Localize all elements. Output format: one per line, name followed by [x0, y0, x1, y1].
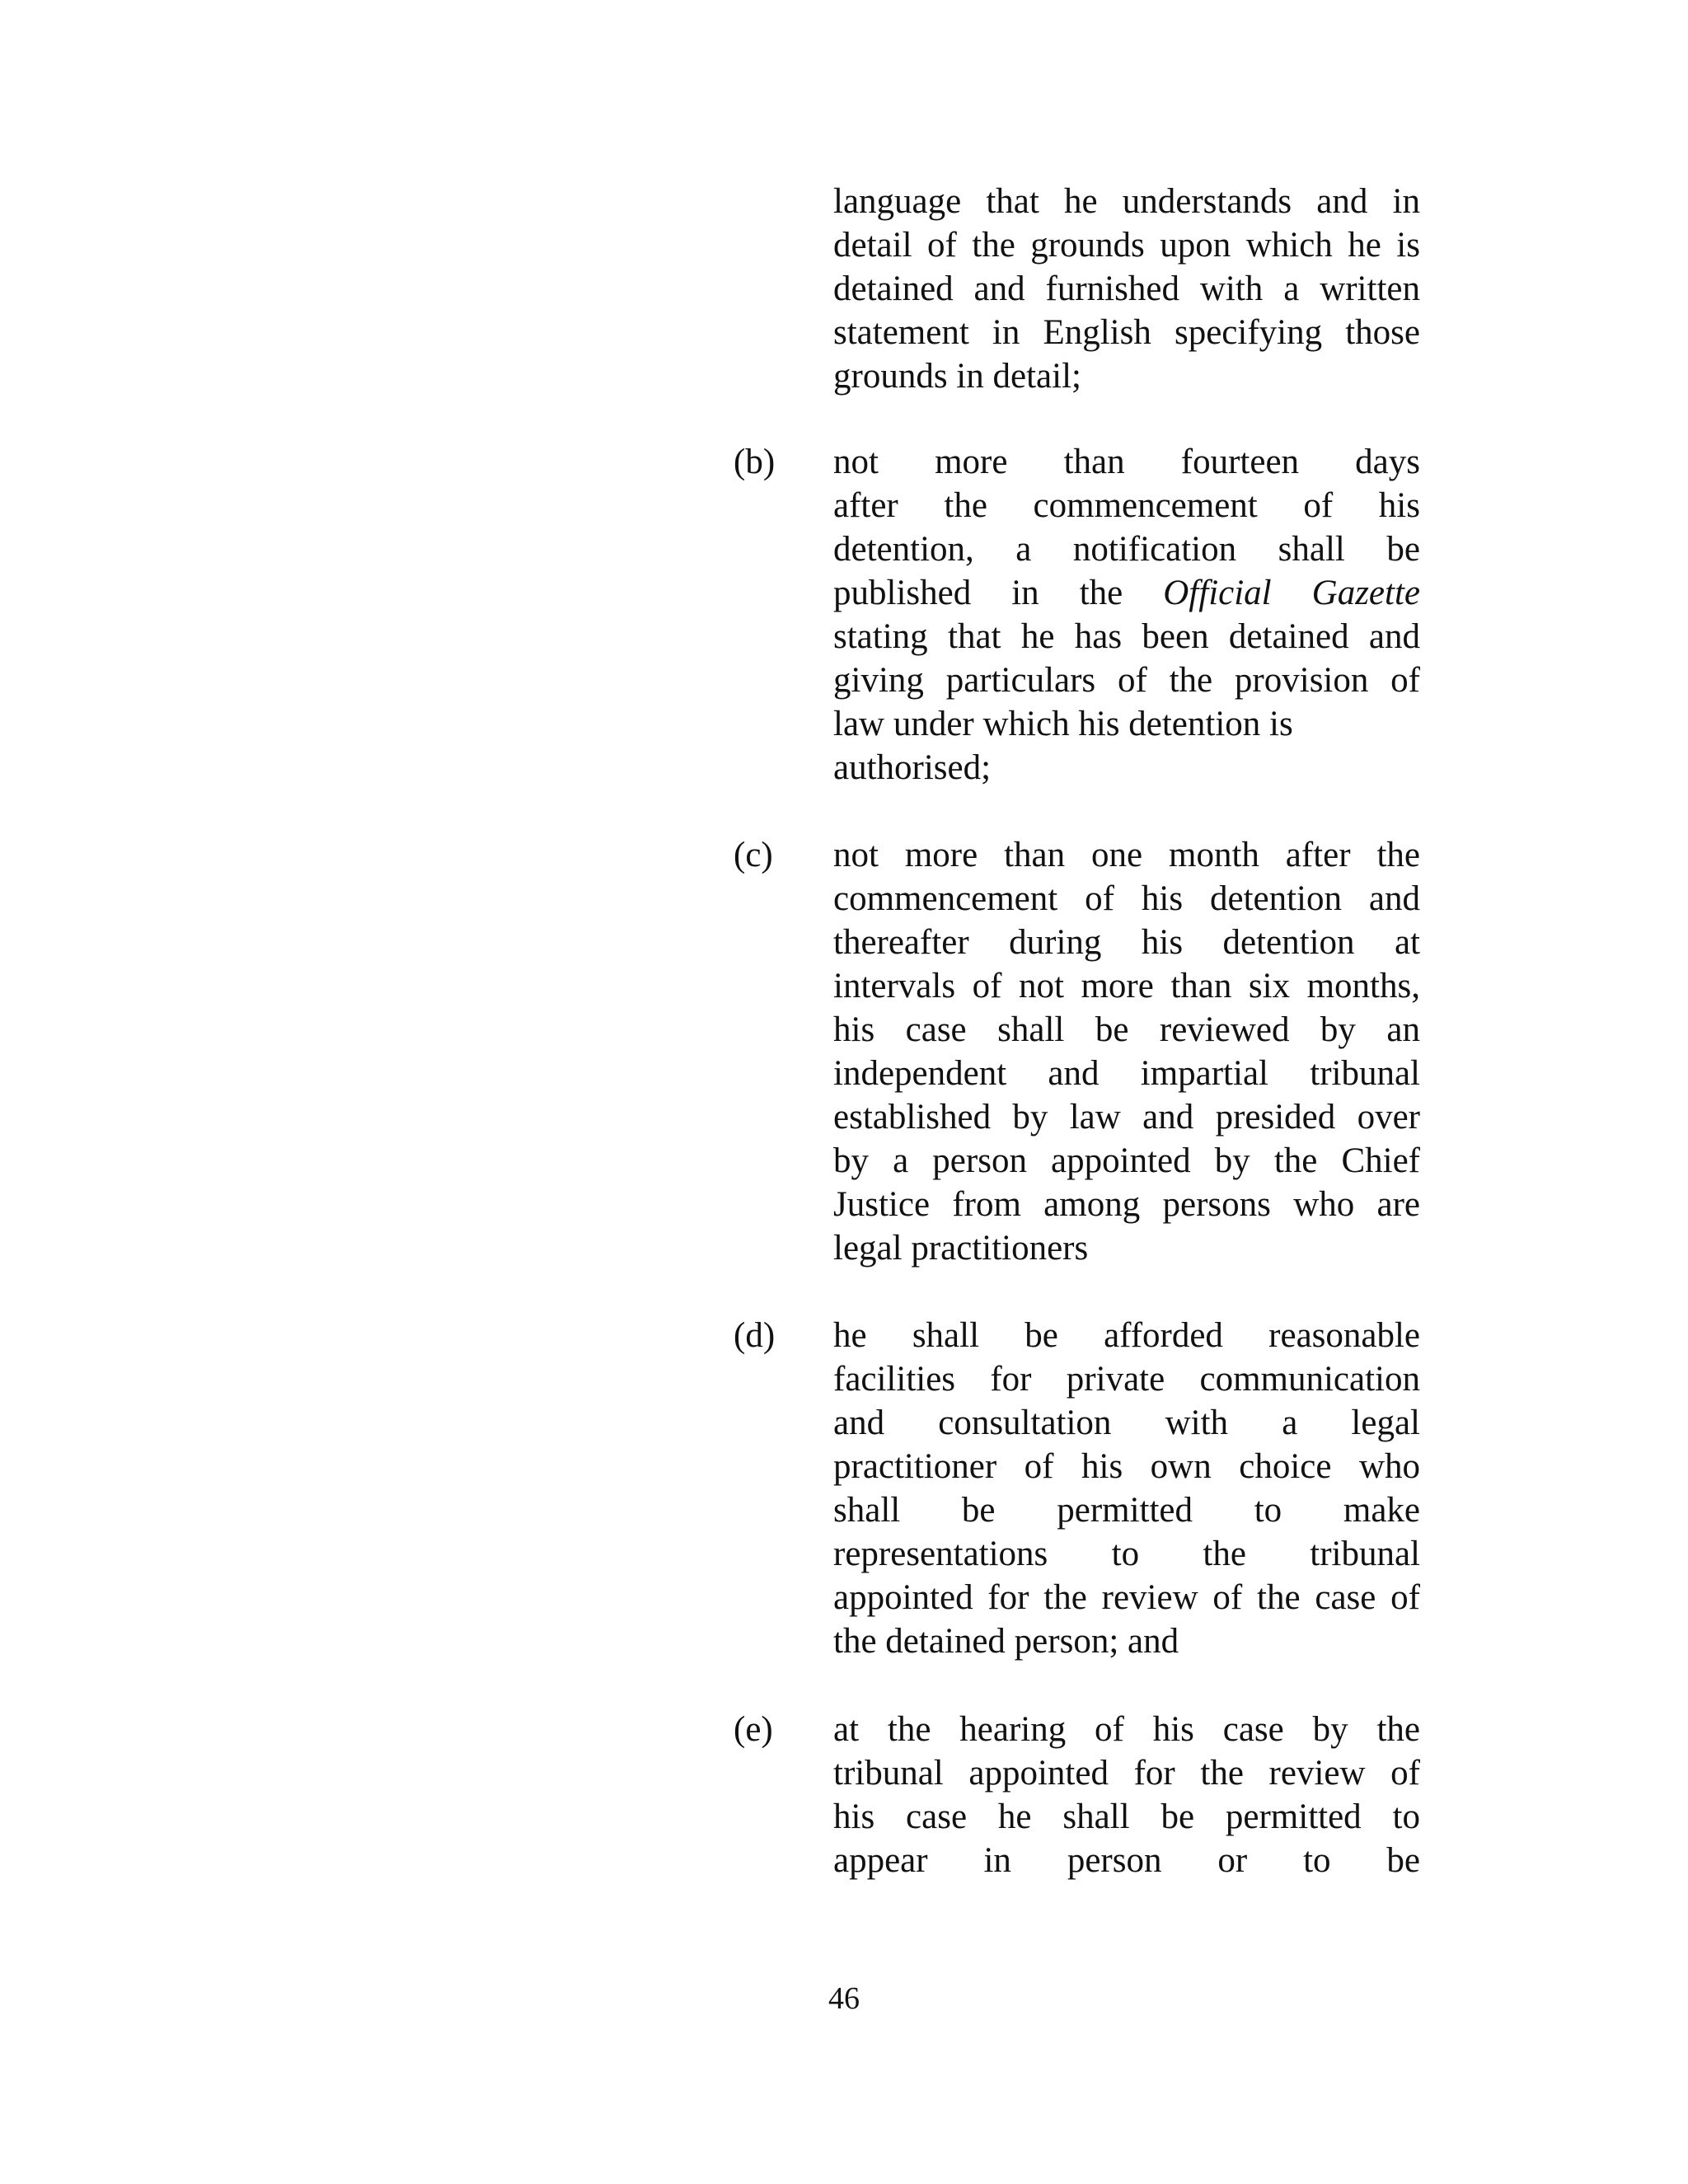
text-line: giving particulars of the provision of: [833, 661, 1420, 700]
text-line: established by law and presided over: [833, 1098, 1420, 1137]
text-line: law under which his detention is: [833, 705, 1293, 743]
text-line: independent and impartial tribunal: [833, 1054, 1420, 1093]
text-line: shall be permitted to make: [833, 1491, 1420, 1530]
page-number: 46: [828, 1981, 860, 2016]
text-line: after the commencement of his: [833, 486, 1420, 525]
text-line: grounds in detail;: [833, 357, 1081, 396]
text-line: representations to the tribunal: [833, 1535, 1420, 1573]
item-marker: (e): [734, 1710, 773, 1749]
italic-publication-name: Official Gazette: [1163, 574, 1420, 612]
text-line: commencement of his detention and: [833, 879, 1420, 918]
text-line: the detained person; and: [833, 1622, 1179, 1661]
text-line: detained and furnished with a written: [833, 269, 1420, 308]
text-line: language that he understands and in: [833, 182, 1420, 221]
text-line: by a person appointed by the Chief: [833, 1141, 1420, 1180]
text-line: intervals of not more than six months,: [833, 967, 1420, 1005]
text-line: statement in English specifying those: [833, 313, 1420, 352]
text-line: not more than one month after the: [833, 836, 1420, 874]
text-line: not more than fourteen days: [833, 443, 1420, 481]
text-line: authorised;: [833, 748, 992, 787]
item-marker: (c): [734, 836, 773, 874]
text-line: [833, 571, 1420, 615]
text-line: detail of the grounds upon which he is: [833, 226, 1420, 265]
text-line: appointed for the review of the case of: [833, 1578, 1420, 1617]
text-line: thereafter during his detention at: [833, 923, 1420, 962]
text-line: tribunal appointed for the review of: [833, 1754, 1420, 1793]
text-line: facilities for private communication: [833, 1360, 1420, 1399]
text-line: Justice from among persons who are: [833, 1185, 1420, 1224]
text-line: legal practitioners: [833, 1229, 1089, 1268]
text-line: his case he shall be permitted to: [833, 1797, 1420, 1836]
text-line: appear in person or to be: [833, 1841, 1420, 1880]
text-span: published in the: [833, 574, 1123, 612]
text-line: detention, a notification shall be: [833, 530, 1420, 569]
item-marker: (d): [734, 1316, 776, 1355]
item-marker: (b): [734, 443, 776, 481]
text-line: at the hearing of his case by the: [833, 1710, 1420, 1749]
text-line: he shall be afforded reasonable: [833, 1316, 1420, 1355]
text-line: stating that he has been detained and: [833, 617, 1420, 656]
text-line: practitioner of his own choice who: [833, 1447, 1420, 1486]
text-line: his case shall be reviewed by an: [833, 1010, 1420, 1049]
text-line: and consultation with a legal: [833, 1404, 1420, 1442]
